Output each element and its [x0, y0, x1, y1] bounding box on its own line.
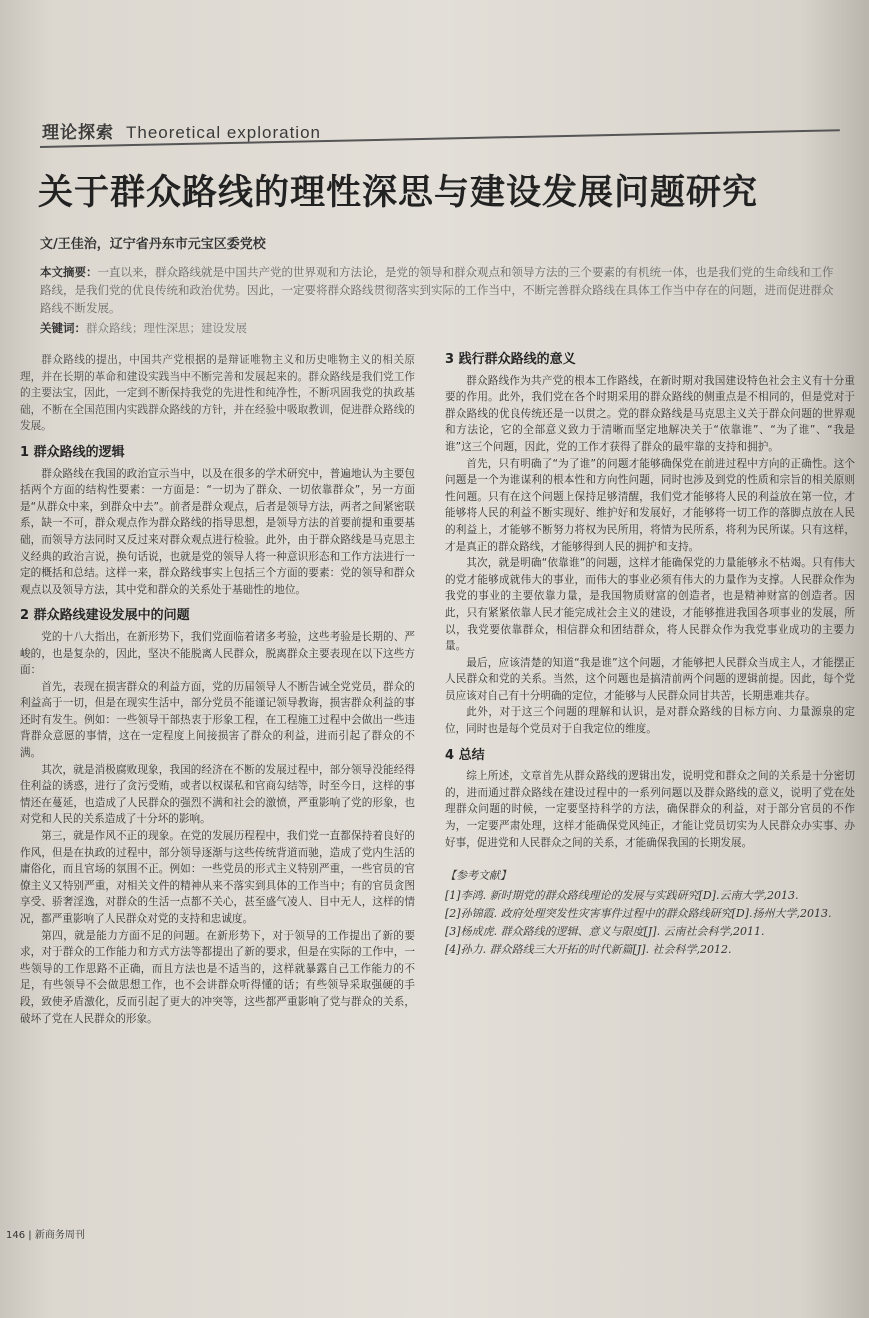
section-tag-cn: 理论探索	[42, 123, 114, 143]
abstract	[40, 263, 840, 317]
reference-item: [3]杨成虎. 群众路线的逻辑、意义与限度[J]. 云南社会科学,2011.	[445, 925, 765, 939]
abstract-label: 本文摘要：	[40, 265, 98, 279]
section-1-heading: 1 群众路线的逻辑	[20, 444, 125, 460]
reference-item: [1]李鸿. 新时期党的群众路线理论的发展与实践研究[D].云南大学,2013.	[445, 889, 799, 903]
references-heading: 【参考文献】	[445, 869, 511, 883]
abstract-text: 一直以来，群众路线就是中国共产党的世界观和方法论，是党的领导和群众观点和领导方法的三个要素的有机统一体，也是我们党的生命线和工作路线，是我们党的优良传统和政治优势。因此，一定要将群众路线贯彻落实到实际的工作当中，不断完善群众路线在具体工作当中存在的问题，进而促进群众路线不断发展。	[40, 265, 834, 315]
section-3-paragraph: 最后，应该清楚的知道“我是谁”这个问题，才能够把人民群众当成主人，才能摆正人民群众和党的关系。当然，这个问题也是搞清前两个问题的逻辑前提。因此，每个党员应该对自己有十分明确的定位，才能够与人民群众同甘共苦，长期患难共存。	[445, 656, 855, 702]
section-3-paragraph: 群众路线作为共产党的根本工作路线，在新时期对我国建设特色社会主义有十分重要的作用。此外，我们党在各个时期采用的群众路线的侧重点是不相同的，但是党对于群众路线的优良传统还是一以贯之。党的群众路线是马克思主义关于群众问题的世界观和方法论，它的全部意义致力于清晰而坚定地解决关于“依靠谁”、“为了谁”、“我是谁”这三个问题，因此，党的工作才获得了群众的最牢靠的支持和拥护。	[445, 374, 855, 453]
section-1-paragraph: 群众路线在我国的政治宣示当中，以及在很多的学术研究中，普遍地认为主要包括两个方面的结构性要素：一方面是：“一切为了群众、一切依靠群众”，另一方面是“从群众中来，到群众中去”。前者是群众观点，后者是领导方法，两者之间紧密联系，缺一不可，群众观点作为群众路线的指导思想，是领导方法的首要前提和重要基础，而领导方法同时又反过来对群众观点进行检验。此外，由于群众路线是马克思主义经典的政治言说，换句话说，也就是党的领导人将一种意识形态和工作方法进行一定的概括和总结。这样一来，群众路线事实上包括三个方面的要素：党的领导和群众观点以及领导方法，其中党和群众的关系处于基础性的地位。	[20, 467, 415, 596]
section-tag	[42, 118, 321, 143]
article-title: 关于群众路线的理性深思与建设发展问题研究	[38, 173, 759, 213]
page-footer: 146 | 新商务周刊	[6, 1230, 85, 1241]
section-2-heading: 2 群众路线建设发展中的问题	[20, 608, 190, 624]
section-4-heading: 4 总结	[445, 747, 485, 763]
section-tag-en: Theoretical exploration	[126, 123, 321, 142]
article-author: 文/王佳治，辽宁省丹东市元宝区委党校	[40, 237, 266, 252]
section-2-paragraph: 第三，就是作风不正的现象。在党的发展历程程中，我们党一直都保持着良好的作风，但是在执政的过程中，部分领导逐渐与这些传统背道而驰，造成了党内生活的庸俗化，而且官场的氛围不正。例如：一些党员的形式主义特别严重，一些官员的官僚主义又特别严重，对相关文件的精神从来不落实到具体的工作当中；有的官员贪图享受、骄奢淫逸，对群众的生活一点都不关心，甚至盛气凌人、目中无人，这样的情况，都严重影响了人民群众对党的支持和忠诚度。	[20, 830, 415, 925]
section-3-heading: 3 践行群众路线的意义	[445, 352, 576, 367]
keywords	[40, 320, 247, 336]
keywords-text: 群众路线；理性深思；建设发展	[86, 321, 247, 335]
left-column	[20, 352, 415, 1027]
references	[445, 867, 855, 959]
reference-item: [2]孙锦霞. 政府处理突发性灾害事件过程中的群众路线研究[D].扬州大学,2013.	[445, 907, 832, 921]
section-2-paragraph: 党的十八大指出，在新形势下，我们党面临着诸多考验，这些考验是长期的、严峻的，也是复杂的，因此，坚决不能脱离人民群众，脱离群众主要表现在以下这些方面：	[20, 630, 415, 677]
section-3-paragraph: 其次，就是明确“依靠谁”的问题，这样才能确保党的力量能够永不枯竭。只有伟大的党才能够成就伟大的事业，而伟大的事业必须有伟大的力量作为支撑。人民群众作为我党的事业的主要依靠力量，是我国物质财富的创造者，也是精神财富的创造者。因此，只有紧紧依靠人民才能完成社会主义的建设，才能够推进我国各项事业的发展，所以，我党要依靠群众，相信群众和团结群众，将人民群众作为我党事业成功的主要力量。	[445, 557, 855, 653]
section-2-paragraph: 首先，表现在损害群众的利益方面，党的历届领导人不断告诫全党党员，群众的利益高于一切，但是在现实生活中，部分党员不能谨记领导教诲，损害群众利益的事还时有发生。例如：一些领导干部热衷于形象工程，在工程施工过程中会做出一些违背群众意愿的事情，这在一定程度上间接损害了群众的利益，进而引起了群众的不满。	[20, 680, 415, 760]
section-4-paragraph: 综上所述，文章首先从群众路线的逻辑出发，说明党和群众之间的关系是十分密切的，进而通过群众路线在建设过程中的一系列问题以及群众路线的意义，说明了党在处理群众问题的时候，一定要坚持科学的方法，确保群众的利益，对于部分官员的不作为，一定要严肃处理，这样才能确保党风纯正，才能让党员切实为人民群众办实事、办好事，促进党和人民群众之间的关系，才能确保我国的长期发展。	[445, 770, 855, 849]
intro-paragraph: 群众路线的提出，中国共产党根据的是辩证唯物主义和历史唯物主义的相关原理，并在长期的革命和建设实践当中不断完善和发展起来的。群众路线是我们党工作的主要法宝，因此，一定到不断保持我党的先进性和纯净性，不断巩固我党的执政基础，不断在全国范围内实践群众路线的方针，并在经验中吸取教训，促进群众路线的发展。	[20, 354, 415, 433]
section-3-paragraph: 首先，只有明确了“为了谁”的问题才能够确保党在前进过程中方向的正确性。这个问题是一个为谁谋利的根本性和方向性问题，同时也涉及到党的性质和宗旨的相关原则性问题。只有在这个问题上保持足够清醒，我们党才能够将人民的利益放在第一位，才能够将人民的利益不断实现好、维护好和发展好，才能够将一切工作的落脚点放在人民的利益上，才能够不断努力将权为民所用，将情为民所系，将利为民所谋。只有这样，才是真正的群众路线，才能够得到人民的拥护和支持。	[445, 457, 855, 553]
keywords-label: 关键词：	[40, 321, 86, 335]
section-2-paragraph: 第四，就是能力方面不足的问题。在新形势下，对于领导的工作提出了新的要求，对于群众的工作能力和方式方法等都提出了新的要求，但是在实际的工作中，一些领导的工作思路不正确，而且方法也是不适当的，这样就暴露自己工作能力的不足，有些领导不会做思想工作，也不会讲群众听得懂的话；有些领导采取强硬的手段，致使矛盾激化，反而引起了更大的冲突等，这些都严重影响了党与群众的关系，破坏了党在人民群众的形象。	[20, 929, 415, 1025]
section-3-paragraph: 此外，对于这三个问题的理解和认识，是对群众路线的目标方向、力量源泉的定位，同时也是每个党员对于自我定位的维度。	[445, 706, 855, 736]
reference-item: [4]孙力. 群众路线三大开拓的时代新篇[J]. 社会科学,2012.	[445, 943, 732, 957]
right-column	[445, 352, 855, 959]
section-2-paragraph: 其次，就是消极腐败现象，我国的经济在不断的发展过程中，部分领导没能经得住利益的诱惑，进行了贪污受贿，或者以权谋私和官商勾结等，时至今日，这样的事情还在蔓延，也造成了人民群众的强烈不满和社会的激愤，严重影响了党的形象，也对党和人民的关系造成了十分坏的影响。	[20, 763, 415, 826]
